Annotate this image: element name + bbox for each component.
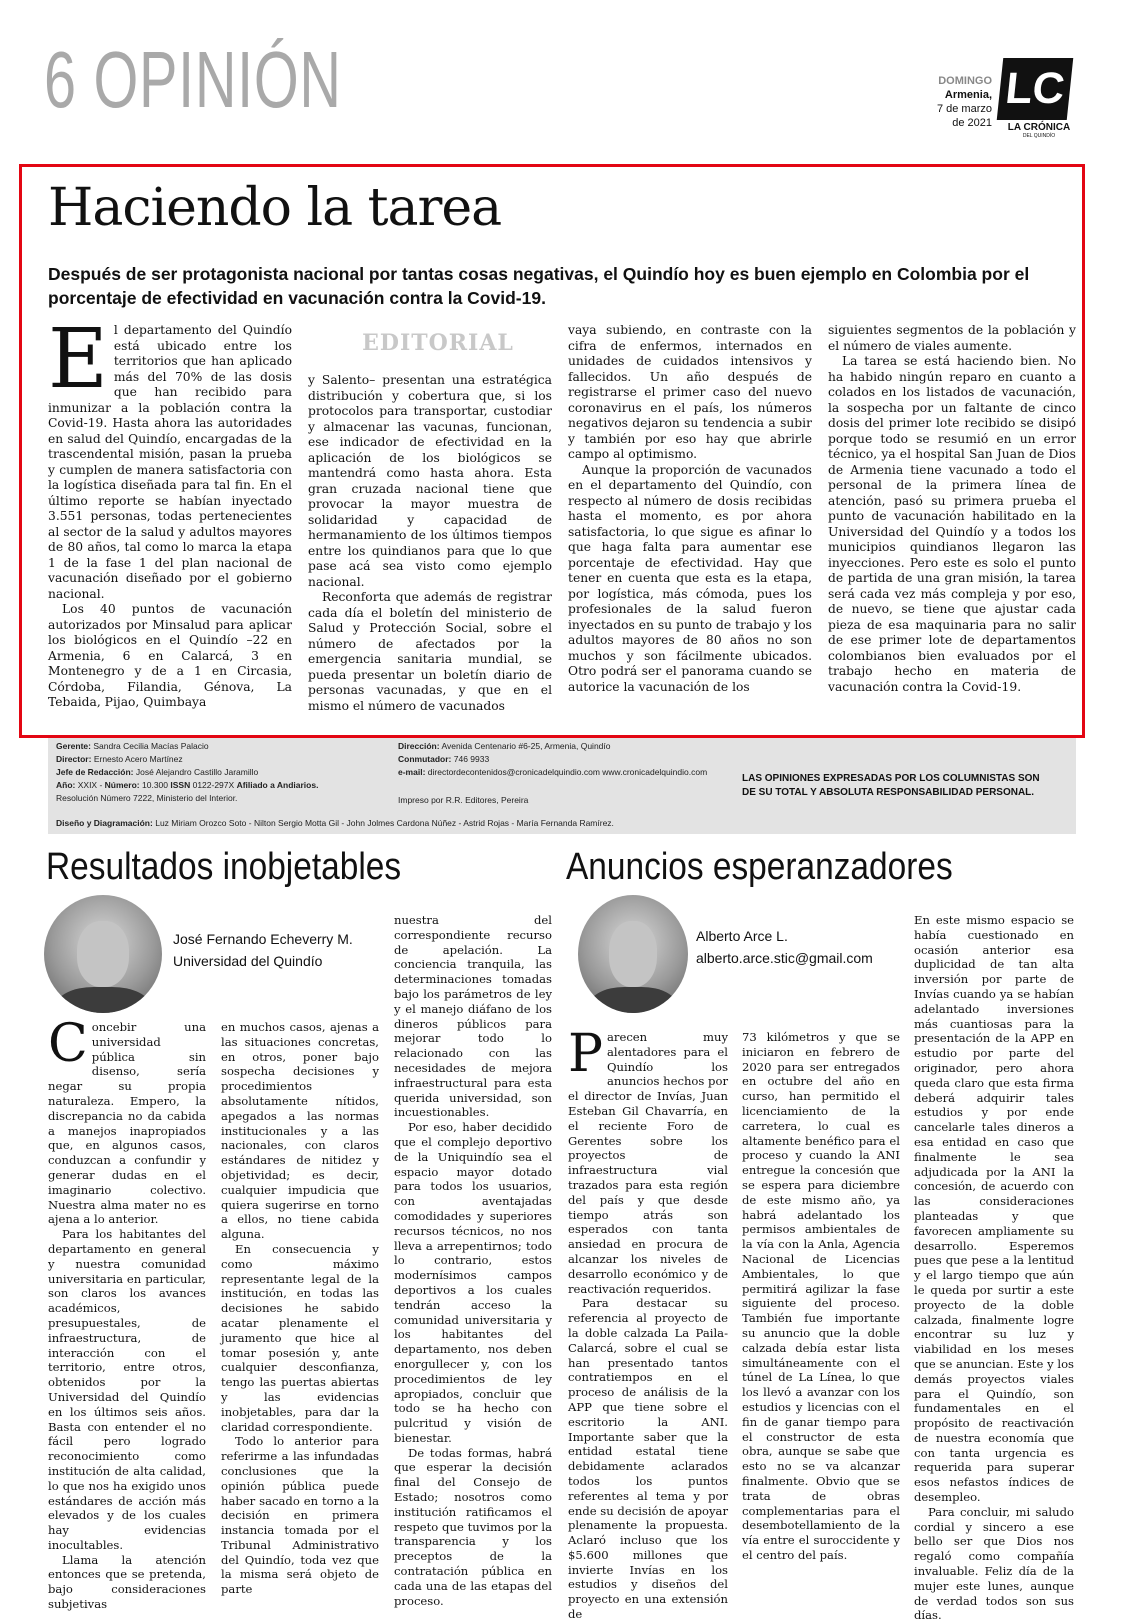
logo-mark: LC: [997, 58, 1074, 120]
author1-affiliation: Universidad del Quindío: [173, 953, 323, 969]
issue-date-line2: de 2021: [952, 117, 992, 129]
issue-date-line1: 7 de marzo: [936, 103, 992, 115]
opinion1-paragraph: Llama la atención entonces que se pretenda, bajo consideraciones subjetivas: [48, 1552, 206, 1612]
issue-day: DOMINGO: [938, 75, 992, 87]
opinion1-column-1: [48, 1014, 206, 1612]
editorial-paragraph: Los 40 puntos de vacunación autorizados por Minsalud para aplicar los biológicos en el Quindío –22 en Armenia, 6 en Calarcá, 3 en Montenegro y de a 1 en Circasia, Córdoba, Filandia, Génova, La Tebaida, Pijao, Quimbaya: [48, 602, 292, 709]
editorial-column-3: [568, 323, 812, 695]
author2-name: Alberto Arce L.: [696, 928, 788, 944]
opinion2-paragraph: arecen muy alentadores para el Quindío los anuncios hechos por el director de Invías, Juan Esteban Gil Chavarría, en el reciente Foro de Gerentes sobre los proyectos de infraestructura vial trazados para esta región del país y que desde tiempo atrás son esperados con tanta ansiedad en procura de alcanzar los niveles de desarrollo económico y de reactivación requeridos.: [568, 1030, 728, 1296]
editorial-dropcap: E: [48, 312, 108, 407]
opinion2-column-1: [568, 1024, 728, 1622]
editorial-paragraph: y Salento– presentan una estratégica distribución y cobertura que, si los protocolos para transportar, custodiar y almacenar las vacunas, funcionan, ese indicador de efectividad en la aplicación de los biológicos se mantendrá como hasta ahora. Esta gran cruzada nacional tiene que provocar la mayor muestra de solidaridad y capacidad de hermanamiento de los últimos tiempos entre los quindianos para que lo que pase acá sea visto como ejemplo nacional.: [308, 373, 552, 589]
opinion2-title: Anuncios esperanzadores: [566, 846, 953, 888]
editorial-paragraph: l departamento del Quindío está ubicado entre los territorios que han aplicado más del 70% de las dosis que han recibido para inmunizar a la población contra la Covid-19. Hasta ahora las autoridades en salud del Quindío, encargadas de la trascendental misión, pasan la prueba y cumplen de manera satisfactoria con la logística diseñada para tal fin. En el último reporte se habían inyectado 3.551 personas, todas pertenecientes al sector de la salud y adultos mayores de 80 años, tal como lo marca la etapa 1 de la fase 1 del plan nacional de vacunación diseñado por el gobierno nacional.: [48, 323, 292, 601]
opinion1-column-2: [221, 1020, 379, 1597]
logo-name: LA CRÓNICA: [1007, 122, 1071, 133]
masthead-resolucion: Resolución Número 7222, Ministerio del Interior.: [56, 793, 238, 803]
editorial-column-2: [308, 373, 552, 714]
masthead-email: e-mail: directordecontenidos@cronicadelquindio.com www.cronicadelquindio.com: [398, 767, 708, 777]
opinion2-paragraph: Para concluir, mi saludo cordial y sincero a ese bello ser que Dios nos regaló como compañía invaluable. Feliz día de la mujer este lunes, aunque de verdad todos son sus días.: [914, 1504, 1074, 1623]
issue-city: Armenia,: [944, 89, 992, 101]
masthead-jefe-redaccion: Jefe de Redacción: José Alejandro Castillo Jaramillo: [56, 767, 259, 777]
author1-photo: [44, 895, 162, 1013]
opinion2-paragraph: 73 kilómetros y que se iniciaron en febrero de 2020 para ser entregados en octubre del año en curso, han permitido el licenciamiento de la carretera, lo cual es altamente benéfico para el proceso y cuando la ANI entregue la concesión que se espera para diciembre de este mismo año, ya habrá adelantado los permisos ambientales de la vía con la Anla, Agencia Nacional de Licencias Ambientales, lo que permitirá agilizar la fase siguiente del proceso. También fue importante su anuncio que la doble calzada debía estar lista simultáneamente con el túnel de La Línea, lo que los llevó a avanzar con los estudios y licencias con el fin de ganar tiempo para el constructor de esta obra, aunque se sabe que esto no se va alcanzar finalmente. Obvio que se trata de obras complementarias para el desembotellamiento de la vía entre el suroccidente y el centro del país.: [742, 1030, 900, 1562]
author2-photo: [578, 895, 688, 1013]
masthead-issue-info: Año: XXIX - Número: 10.300 ISSN 0122-297X Afiliado a Andiarios.: [56, 780, 319, 790]
opinion2-paragraph: Para destacar su referencia al proyecto de la doble calzada La Paila-Calarcá, sobre el cual se han presentado tantos contratiempos en el proceso de análisis de la APP que tiene sobre el escritorio la ANI. Importante saber que la entidad estatal tiene debidamente aclarados todos los puntos referentes al tema y por ende su decisión de apoyar plenamente la propuesta. Aclaró incluso que los $5.600 millones que invierte Invías en los estudios y diseños del proyecto en una extensión de: [568, 1296, 728, 1622]
editorial-paragraph: La tarea se está haciendo bien. No ha habido ningún reparo en cuanto a colados en los listados de vacunación, la sospecha por un faltante de cinco dosis del primer lote recibido se disipó porque todo se resumió en un error técnico, ya el hospital San Juan de Dios de Armenia tiene vacunado a todo el personal de la primera línea de atención, pasó su primera prueba el punto de vacunación habilitado en la Universidad del Quindío y a todos los municipios quindianos llegaron las inyecciones. Pero este es solo el punto de partida de una gran misión, la tarea será cada vez más compleja y por eso, de nuevo, se tiene que ajustar cada pieza de esa maquinaria para no salir de ese primer lote de departamentos colombianos bien evaluados por el trabajo hecho en materia de vacunación contra la Covid-19.: [828, 354, 1076, 694]
editorial-paragraph: Reconforta que además de registrar cada día el boletín del ministerio de Salud y Protección Social, sobre el número de afectados por la emergencia sanitaria mundial, se pueda presentar un boletín diario de personas vacunadas, y que en el mismo el número de vacunados: [308, 590, 552, 713]
author2-email: alberto.arce.stic@gmail.com: [696, 950, 873, 966]
opinion1-paragraph: En consecuencia y como máximo representante legal de la institución, en todas las decisiones he sabido acatar plenamente el juramento que hice al tomar posesión y, ante cualquier desconfianza, tengo las puertas abiertas y las evidencias inobjetables, para dar la claridad correspondiente.: [221, 1241, 379, 1434]
opinion2-column-3: [914, 913, 1074, 1623]
opinion1-dropcap: C: [48, 1014, 88, 1074]
opinion2-paragraph: En este mismo espacio se había cuestionado en ocasión anterior esa duplicidad de tan alta inversión por parte de Invías cuando ya se habían adelantado inversiones más cuantiosas para la presentación de la APP en estudio por parte del originador, pero ahora queda claro que esta firma deberá adquirir tales estudios y por ende cancelarle tales dineros a esa entidad en caso que finalmente le sea adjudicada por la ANI la concesión, de acuerdo con las consideraciones planteadas y que favorecen ampliamente su desarrollo. Esperemos pues que pese a la lentitud y el largo tiempo que aún le queda por surtir a este proyecto de la doble calzada, finalmente logre encontrar su luz y viabilidad en los meses que se anuncian. Este y los demás proyectos viales para el Quindío, son fundamentales en el propósito de reactivación de nuestra economía que con tanta urgencia es requerida para superar esos nefastos índices de desempleo.: [914, 913, 1074, 1505]
opinion1-paragraph: Todo lo anterior para referirme a las infundadas conclusiones que la opinión pública puede haber sacado en torno a la decisión en primera instancia tomada por el Tribunal Administrativo del Quindío, toda vez que la misma será objeto de parte: [221, 1434, 379, 1597]
author1-byline: [173, 928, 353, 972]
opinion1-paragraph: Por eso, haber decidido que el complejo deportivo de la Uniquindío sea el espacio mayor dotado para todos los usuarios, con aventajadas comodidades y superiores recursos técnicos, no nos lleva a arrepentirnos; todo lo contrario, estos modernísimos campos deportivos a los cuales tendrán acceso la comunidad universitaria y los habitantes del departamento, nos deben enorgullecer y, con los procedimientos de ley apropiados, concluir que todo se ha hecho con pulcritud y visión de bienestar.: [394, 1120, 552, 1445]
opinion1-paragraph: en muchos casos, ajenas a las situaciones concretas, en otros, poner bajo sospecha decisiones y procedimientos absolutamente nítidos, apegados a las normas institucionales y a las nacionales, con claros estándares de nitidez y objetividad; es decir, cualquier impudicia que quiera sugerirse en torno a ellos, no tiene cabida alguna.: [221, 1020, 379, 1242]
opinion1-paragraph: Para los habitantes del departamento en general y nuestra comunidad universitaria en particular, son claros los avances académicos, presupuestales, de infraestructura, de interacción con el territorio, entre otros, obtenidos por la Universidad del Quindío en los últimos seis años. Basta con entender el no fácil pero logrado reconocimiento como institución de alta calidad, lo que nos ha exigido unos estándares de acción más elevados y de los cuales hay evidencias inocultables.: [48, 1227, 206, 1552]
author2-byline: [696, 925, 873, 969]
opinion2-column-2: [742, 1030, 900, 1563]
author1-name: José Fernando Echeverry M.: [173, 931, 353, 947]
issue-date: [920, 74, 992, 130]
editorial-label: EDITORIAL: [362, 330, 514, 356]
editorial-lead: Después de ser protagonista nacional por tantas cosas negativas, el Quindío hoy es buen ejemplo en Colombia por el porcentaje de efectividad en vacunación contra la Covid-19.: [48, 264, 1030, 308]
masthead-impreso: Impreso por R.R. Editores, Pereira: [398, 795, 529, 805]
opinion2-dropcap: P: [568, 1024, 603, 1084]
masthead-diseno: Diseño y Diagramación: Luz Miriam Orozco Soto - Nilton Sergio Motta Gil - John Jolmes Cardona Núñez - Astrid Rojas - María Fernanda Ramírez.: [56, 818, 614, 828]
editorial-column-4: [828, 323, 1076, 695]
masthead-gerente: Gerente: Sandra Cecilia Macías Palacio: [56, 741, 209, 751]
masthead-director: Director: Ernesto Acero Martínez: [56, 754, 183, 764]
logo-subtitle: DEL QUINDÍO: [1022, 133, 1056, 139]
masthead-conmutador: Conmutador: 746 9933: [398, 754, 490, 764]
newspaper-logo: [1000, 58, 1078, 139]
section-title: 6 OPINIÓN: [44, 35, 342, 124]
opinion1-paragraph: De todas formas, habrá que esperar la decisión final del Consejo de Estado; nosotros como institución ratificamos el respeto que tuvimos por la transparencia y los preceptos de la contratación pública en cada una de las etapas del proceso.: [394, 1445, 552, 1608]
masthead-direccion: Dirección: Avenida Centenario #6-25, Armenia, Quindío: [398, 741, 611, 751]
editorial-title: Haciendo la tarea: [48, 178, 502, 238]
opinion1-paragraph: nuestra del correspondiente recurso de apelación. La conciencia tranquila, las determinaciones tomadas bajo los parámetros de ley y el manejo diáfano de los dineros públicos para mejorar todo lo relacionado con las necesidades de mejora infraestructural para esta querida universidad, son incuestionables.: [394, 913, 552, 1120]
editorial-paragraph: siguientes segmentos de la población y el número de viales aumente.: [828, 323, 1076, 353]
opinion1-title: Resultados inobjetables: [46, 846, 402, 888]
opinion1-column-3: [394, 913, 552, 1608]
editorial-paragraph: vaya subiendo, en contraste con la cifra de enfermos, internados en unidades de cuidados intensivos y fallecidos. Un año después de registrarse el primer caso del nuevo coronavirus en el país, los números negativos dejaron su tendencia a subir y también por eso hay que abrirle campo al optimismo.: [568, 323, 812, 461]
editorial-paragraph: Aunque la proporción de vacunados en el departamento del Quindío, con respecto al número de dosis recibidas hasta el momento, es por ahora satisfactoria, lo que sigue es afinar lo que haga falta para aumentar ese porcentaje de efectividad. Hay que tener en cuenta que esta es la etapa, por logística, más cómoda, pues los profesionales de la salud fueron inyectados en su punto de trabajo y los adultos mayores de 80 años no son muchos y son fácilmente ubicados. Otro podrá ser el panorama cuando se autorice la vacunación de los: [568, 462, 812, 694]
opinion1-paragraph: oncebir una universidad pública sin disenso, sería negar su propia naturaleza. Empero, la discrepancia no da cabida a manejos inapropiados que, en algunos casos, conduzcan a confundir y generar dudas en el imaginario colectivo. Nuestra alma mater no es ajena a lo anterior.: [48, 1020, 206, 1227]
opinion-disclaimer: LAS OPINIONES EXPRESADAS POR LOS COLUMNISTAS SON DE SU TOTAL Y ABSOLUTA RESPONSABILIDAD PERSONAL.: [742, 773, 1040, 798]
editorial-column-1: [48, 312, 292, 711]
